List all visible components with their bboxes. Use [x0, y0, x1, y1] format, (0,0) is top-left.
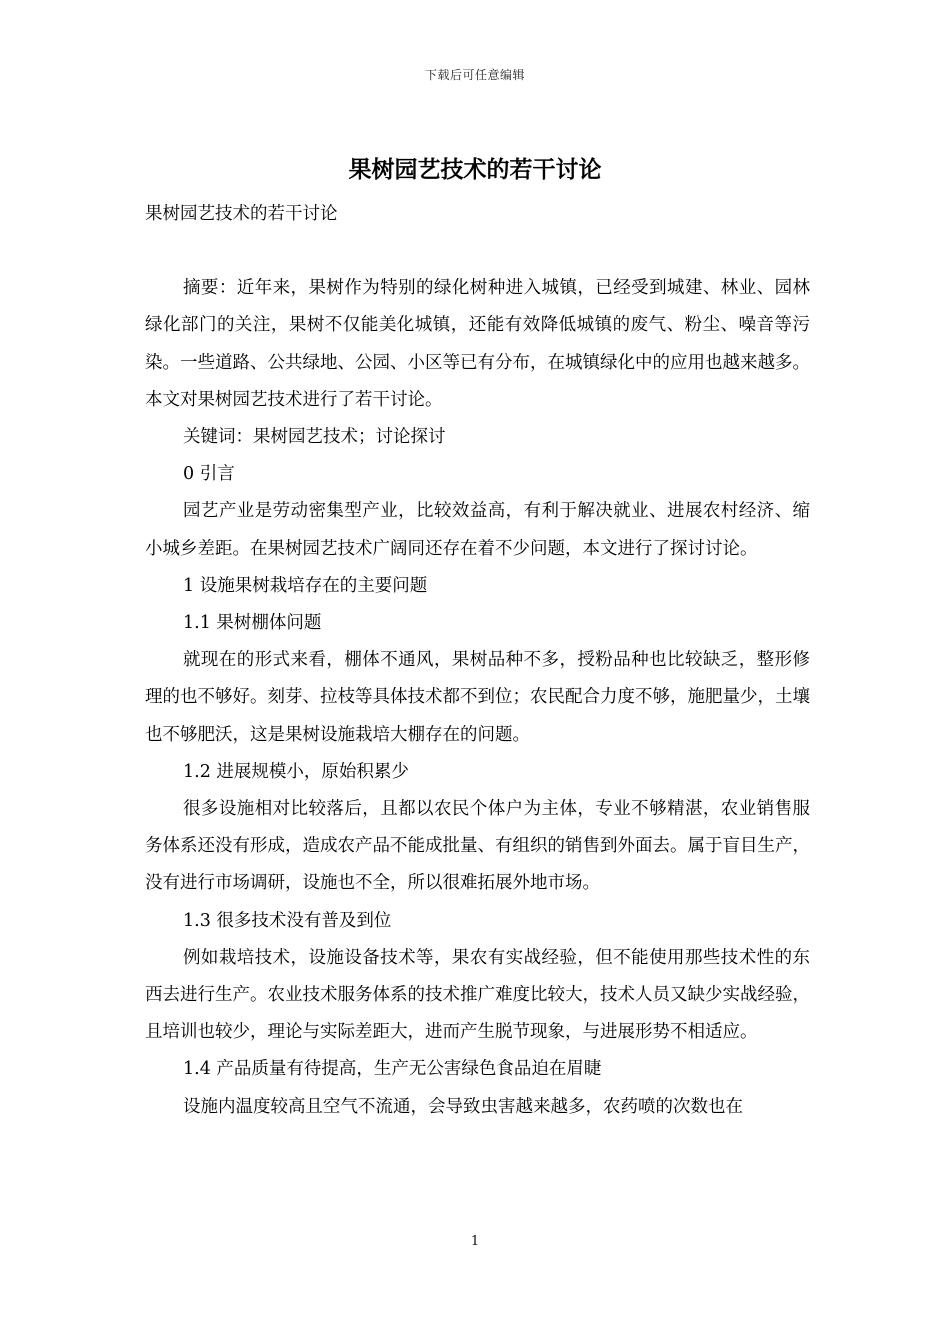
header-note: 下载后可任意编辑 — [424, 68, 525, 82]
document-title: 果树园艺技术的若干讨论 — [348, 156, 602, 183]
page-number: 1 — [470, 1234, 480, 1249]
section-heading-1: 1 设施果树栽培存在的主要问题 — [183, 575, 428, 596]
subsection-heading-1-2: 1.2 进展规模小，原始积累少 — [183, 761, 409, 782]
keywords-line: 关键词：果树园艺技术；讨论探讨 — [183, 427, 446, 448]
intro-paragraph: 园艺产业是劳动密集型产业，比较效益高，有利于解决就业、进展农村经济、缩小城乡差距。在果树园艺技术广阔同还存在着不少问题，本文进行了探讨讨论。 — [145, 501, 810, 559]
document-body — [145, 196, 810, 1126]
paragraph-1-3: 例如栽培技术，设施设备技术等，果农有实战经验，但不能使用那些技术性的东西去进行生产。农业技术服务体系的技术推广难度比较大，技术人员又缺少实战经验，且培训也较少，理论与实际差距大，进而产生脱节现象，与进展形势不相适应。 — [145, 947, 810, 1043]
subtitle: 果树园艺技术的若干讨论 — [145, 204, 338, 224]
subsection-heading-1-1: 1.1 果树棚体问题 — [183, 613, 322, 634]
abstract-paragraph: 摘要：近年来，果树作为特别的绿化树种进入城镇，已经受到城建、林业、园林绿化部门的关注，果树不仅能美化城镇，还能有效降低城镇的废气、粉尘、噪音等污染。一些道路、公共绿地、公园、小区等已有分布，在城镇绿化中的应用也越来越多。本文对果树园艺技术进行了若干讨论。 — [145, 278, 810, 410]
subsection-heading-1-4: 1.4 产品质量有待提高，生产无公害绿色食品迫在眉睫 — [183, 1059, 602, 1080]
paragraph-1-2: 很多设施相对比较落后，且都以农民个体户为主体，专业不够精湛，农业销售服务体系还没有形成，造成农产品不能成批量、有组织的销售到外面去。属于盲目生产，没有进行市场调研，设施也不全，所以很难拓展外地市场。 — [145, 799, 810, 894]
section-heading-0: 0 引言 — [183, 464, 235, 485]
subsection-heading-1-3: 1.3 很多技术没有普及到位 — [183, 910, 392, 931]
paragraph-1-4: 设施内温度较高且空气不流通，会导致虫害越来越多，农药喷的次数也在 — [183, 1096, 743, 1117]
paragraph-1-1: 就现在的形式来看，棚体不通风，果树品种不多，授粉品种也比较缺乏，整形修理的也不够好。刻芽、拉枝等具体技术都不到位；农民配合力度不够，施肥量少，土壤也不够肥沃，这是果树设施栽培大棚存在的问题。 — [145, 650, 810, 745]
